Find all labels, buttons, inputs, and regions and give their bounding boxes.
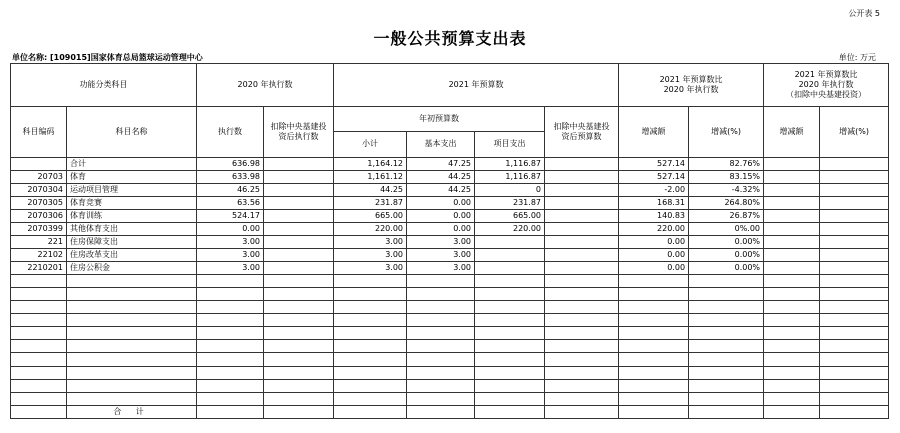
empty-cell xyxy=(334,340,407,353)
empty-cell xyxy=(545,327,619,340)
empty-cell xyxy=(407,392,475,405)
header-compare-2021-2020: 2021 年预算数比 2020 年执行数 xyxy=(619,64,764,107)
cell-subtotal: 1,164.12 xyxy=(334,157,407,170)
empty-cell xyxy=(545,405,619,418)
header-increase-percent: 增减(%) xyxy=(689,106,764,157)
empty-cell xyxy=(619,340,689,353)
empty-cell xyxy=(197,301,264,314)
empty-row xyxy=(11,366,889,379)
cell-inc2 xyxy=(764,209,820,222)
empty-cell xyxy=(407,314,475,327)
empty-cell xyxy=(11,301,67,314)
cell-basic: 3.00 xyxy=(407,262,475,275)
empty-cell xyxy=(545,301,619,314)
unit-name: 单位名称: [109015]国家体育总局篮球运动管理中心 xyxy=(12,53,203,62)
cell-pct: 83.15% xyxy=(689,170,764,183)
empty-cell xyxy=(545,288,619,301)
empty-cell xyxy=(264,353,334,366)
cell-name: 住房公积金 xyxy=(67,262,197,275)
empty-cell xyxy=(475,340,545,353)
empty-cell xyxy=(11,379,67,392)
empty-cell xyxy=(197,379,264,392)
empty-cell xyxy=(67,288,197,301)
empty-cell xyxy=(197,288,264,301)
cell-name: 合计 xyxy=(67,157,197,170)
empty-row xyxy=(11,379,889,392)
cell-exec-ex xyxy=(264,262,334,275)
cell-inc2 xyxy=(764,183,820,196)
cell-basic: 0.00 xyxy=(407,196,475,209)
empty-cell xyxy=(545,392,619,405)
cell-pct: 0.00% xyxy=(689,235,764,248)
empty-cell xyxy=(197,392,264,405)
cell-project xyxy=(475,235,545,248)
empty-cell xyxy=(475,288,545,301)
empty-cell xyxy=(197,275,264,288)
empty-cell xyxy=(67,366,197,379)
cell-pct2 xyxy=(820,170,889,183)
empty-cell xyxy=(689,392,764,405)
empty-cell xyxy=(820,327,889,340)
empty-cell xyxy=(334,379,407,392)
cell-code: 2070399 xyxy=(11,222,67,235)
empty-cell xyxy=(619,405,689,418)
empty-cell xyxy=(407,353,475,366)
cell-budget-ex xyxy=(545,222,619,235)
empty-cell xyxy=(11,353,67,366)
cell-basic: 3.00 xyxy=(407,235,475,248)
header-budget-ex-infra: 扣除中央基建投 资后预算数 xyxy=(545,106,619,157)
empty-cell xyxy=(820,405,889,418)
header-increase-percent-2: 增减(%) xyxy=(820,106,889,157)
header-basic-expense: 基本支出 xyxy=(407,132,475,158)
cell-project xyxy=(475,248,545,261)
empty-cell xyxy=(11,314,67,327)
empty-cell xyxy=(67,301,197,314)
empty-cell xyxy=(264,379,334,392)
empty-row xyxy=(11,288,889,301)
empty-cell xyxy=(820,314,889,327)
cell-budget-ex xyxy=(545,248,619,261)
cell-subtotal: 3.00 xyxy=(334,262,407,275)
cell-exec: 3.00 xyxy=(197,235,264,248)
cell-exec: 524.17 xyxy=(197,209,264,222)
empty-cell xyxy=(264,288,334,301)
empty-cell xyxy=(11,275,67,288)
empty-cell xyxy=(475,353,545,366)
empty-cell xyxy=(764,288,820,301)
table-row xyxy=(11,235,889,248)
table-row xyxy=(11,248,889,261)
cell-name: 住房改革支出 xyxy=(67,248,197,261)
cell-subtotal: 1,161.12 xyxy=(334,170,407,183)
empty-cell xyxy=(619,327,689,340)
empty-cell xyxy=(67,392,197,405)
cell-subtotal: 665.00 xyxy=(334,209,407,222)
footer-total-label: 合 计 xyxy=(67,405,197,418)
empty-cell xyxy=(407,405,475,418)
cell-exec: 633.98 xyxy=(197,170,264,183)
cell-subtotal: 3.00 xyxy=(334,248,407,261)
empty-cell xyxy=(407,340,475,353)
empty-cell xyxy=(764,340,820,353)
empty-row xyxy=(11,314,889,327)
cell-code: 2210201 xyxy=(11,262,67,275)
header-exec-2020: 2020 年执行数 xyxy=(197,64,334,107)
empty-cell xyxy=(689,405,764,418)
empty-cell xyxy=(264,392,334,405)
empty-cell xyxy=(67,379,197,392)
empty-cell xyxy=(545,366,619,379)
empty-cell xyxy=(619,366,689,379)
cell-exec-ex xyxy=(264,157,334,170)
empty-cell xyxy=(334,275,407,288)
empty-cell xyxy=(407,327,475,340)
cell-exec-ex xyxy=(264,170,334,183)
header-exec-amount: 执行数 xyxy=(197,106,264,157)
cell-inc2 xyxy=(764,222,820,235)
cell-inc: -2.00 xyxy=(619,183,689,196)
cell-exec: 636.98 xyxy=(197,157,264,170)
header-subtotal: 小计 xyxy=(334,132,407,158)
empty-cell xyxy=(407,275,475,288)
cell-pct: 82.76% xyxy=(689,157,764,170)
cell-budget-ex xyxy=(545,157,619,170)
empty-cell xyxy=(545,353,619,366)
empty-cell xyxy=(67,314,197,327)
empty-cell xyxy=(264,314,334,327)
cell-project: 231.87 xyxy=(475,196,545,209)
cell-project: 665.00 xyxy=(475,209,545,222)
empty-cell xyxy=(689,327,764,340)
empty-cell xyxy=(475,275,545,288)
empty-cell xyxy=(689,275,764,288)
cell-exec-ex xyxy=(264,235,334,248)
empty-cell xyxy=(689,314,764,327)
cell-name: 其他体育支出 xyxy=(67,222,197,235)
cell-code: 22102 xyxy=(11,248,67,261)
cell-basic: 44.25 xyxy=(407,170,475,183)
cell-inc: 527.14 xyxy=(619,170,689,183)
cell-basic: 47.25 xyxy=(407,157,475,170)
currency-unit: 单位: 万元 xyxy=(838,53,876,62)
empty-cell xyxy=(407,366,475,379)
cell-pct: 26.87% xyxy=(689,209,764,222)
cell-project xyxy=(475,262,545,275)
cell-budget-ex xyxy=(545,183,619,196)
cell-code: 20703 xyxy=(11,170,67,183)
cell-basic: 0.00 xyxy=(407,209,475,222)
table-row xyxy=(11,209,889,222)
cell-pct: 0%.00 xyxy=(689,222,764,235)
cell-pct2 xyxy=(820,196,889,209)
empty-cell xyxy=(334,405,407,418)
cell-name: 体育竞赛 xyxy=(67,196,197,209)
empty-cell xyxy=(820,340,889,353)
cell-code: 2070306 xyxy=(11,209,67,222)
empty-cell xyxy=(820,301,889,314)
empty-cell xyxy=(475,405,545,418)
empty-cell xyxy=(689,379,764,392)
empty-cell xyxy=(264,301,334,314)
cell-code xyxy=(11,157,67,170)
empty-cell xyxy=(407,379,475,392)
cell-pct: 0.00% xyxy=(689,262,764,275)
cell-exec-ex xyxy=(264,209,334,222)
empty-cell xyxy=(764,327,820,340)
empty-cell xyxy=(11,327,67,340)
cell-inc2 xyxy=(764,170,820,183)
empty-cell xyxy=(820,288,889,301)
empty-cell xyxy=(545,379,619,392)
empty-cell xyxy=(264,405,334,418)
cell-basic: 0.00 xyxy=(407,222,475,235)
header-project-expense: 项目支出 xyxy=(475,132,545,158)
empty-cell xyxy=(475,327,545,340)
cell-budget-ex xyxy=(545,235,619,248)
cell-pct2 xyxy=(820,209,889,222)
empty-cell xyxy=(475,392,545,405)
page-title: 一般公共预算支出表 xyxy=(373,29,527,48)
empty-cell xyxy=(619,392,689,405)
cell-inc: 0.00 xyxy=(619,235,689,248)
cell-project: 0 xyxy=(475,183,545,196)
empty-cell xyxy=(689,288,764,301)
header-compare-2021-2020-ex-infra: 2021 年预算数比 2020 年执行数 （扣除中央基建投资） xyxy=(764,64,889,107)
empty-cell xyxy=(197,327,264,340)
cell-basic: 44.25 xyxy=(407,183,475,196)
empty-row xyxy=(11,327,889,340)
empty-cell xyxy=(11,340,67,353)
cell-exec-ex xyxy=(264,183,334,196)
empty-cell xyxy=(407,301,475,314)
empty-cell xyxy=(764,392,820,405)
empty-cell xyxy=(334,314,407,327)
table-row xyxy=(11,183,889,196)
empty-cell xyxy=(619,275,689,288)
cell-pct2 xyxy=(820,222,889,235)
header-initial-budget: 年初预算数 xyxy=(334,106,545,132)
empty-cell xyxy=(689,353,764,366)
cell-code: 221 xyxy=(11,235,67,248)
empty-cell xyxy=(334,366,407,379)
empty-cell xyxy=(264,340,334,353)
empty-cell xyxy=(689,340,764,353)
empty-cell xyxy=(334,353,407,366)
empty-cell xyxy=(764,301,820,314)
empty-cell xyxy=(820,366,889,379)
cell-exec-ex xyxy=(264,222,334,235)
empty-cell xyxy=(764,405,820,418)
cell-pct: 264.80% xyxy=(689,196,764,209)
table-row xyxy=(11,170,889,183)
footer-total-row xyxy=(11,405,889,418)
cell-inc: 220.00 xyxy=(619,222,689,235)
empty-cell xyxy=(475,379,545,392)
cell-exec: 0.00 xyxy=(197,222,264,235)
cell-project: 1,116.87 xyxy=(475,157,545,170)
empty-cell xyxy=(689,366,764,379)
cell-name: 体育 xyxy=(67,170,197,183)
cell-exec-ex xyxy=(264,196,334,209)
cell-basic: 3.00 xyxy=(407,248,475,261)
cell-budget-ex xyxy=(545,170,619,183)
cell-subtotal: 220.00 xyxy=(334,222,407,235)
header-budget-2021: 2021 年预算数 xyxy=(334,64,619,107)
table-number-label: 公开表 5 xyxy=(848,9,880,18)
cell-subtotal: 44.25 xyxy=(334,183,407,196)
cell-budget-ex xyxy=(545,196,619,209)
cell-pct: 0.00% xyxy=(689,248,764,261)
cell-pct2 xyxy=(820,235,889,248)
cell-exec: 46.25 xyxy=(197,183,264,196)
empty-cell xyxy=(764,314,820,327)
cell-exec: 3.00 xyxy=(197,262,264,275)
empty-row xyxy=(11,301,889,314)
empty-cell xyxy=(689,301,764,314)
header-increase-amount-2: 增减额 xyxy=(764,106,820,157)
empty-cell xyxy=(545,314,619,327)
empty-cell xyxy=(545,340,619,353)
empty-cell xyxy=(475,301,545,314)
cell-name: 运动项目管理 xyxy=(67,183,197,196)
empty-cell xyxy=(334,288,407,301)
cell-exec: 63.56 xyxy=(197,196,264,209)
cell-inc2 xyxy=(764,235,820,248)
empty-cell xyxy=(264,327,334,340)
cell-project: 1,116.87 xyxy=(475,170,545,183)
cell-subtotal: 231.87 xyxy=(334,196,407,209)
empty-cell xyxy=(820,275,889,288)
cell-name: 住房保障支出 xyxy=(67,235,197,248)
empty-cell xyxy=(545,275,619,288)
cell-subtotal: 3.00 xyxy=(334,235,407,248)
empty-cell xyxy=(334,327,407,340)
budget-table xyxy=(10,63,889,419)
cell-exec: 3.00 xyxy=(197,248,264,261)
cell-project: 220.00 xyxy=(475,222,545,235)
header-exec-ex-infra: 扣除中央基建投 资后执行数 xyxy=(264,106,334,157)
cell-inc: 527.14 xyxy=(619,157,689,170)
empty-cell xyxy=(764,275,820,288)
cell-inc: 0.00 xyxy=(619,262,689,275)
cell-pct: -4.32% xyxy=(689,183,764,196)
cell-name: 体育训练 xyxy=(67,209,197,222)
empty-cell xyxy=(264,366,334,379)
cell-inc2 xyxy=(764,157,820,170)
table-row xyxy=(11,157,889,170)
cell-inc2 xyxy=(764,262,820,275)
cell-inc2 xyxy=(764,196,820,209)
cell-pct2 xyxy=(820,183,889,196)
empty-cell xyxy=(11,288,67,301)
cell-inc: 168.31 xyxy=(619,196,689,209)
empty-row xyxy=(11,340,889,353)
empty-cell xyxy=(820,353,889,366)
cell-pct2 xyxy=(820,248,889,261)
cell-budget-ex xyxy=(545,262,619,275)
table-row xyxy=(11,196,889,209)
table-row xyxy=(11,262,889,275)
empty-cell xyxy=(197,340,264,353)
cell-code: 2070304 xyxy=(11,183,67,196)
empty-cell xyxy=(197,405,264,418)
empty-cell xyxy=(764,379,820,392)
empty-cell xyxy=(197,353,264,366)
header-function-class: 功能分类科目 xyxy=(11,64,197,107)
cell-pct2 xyxy=(820,157,889,170)
header-subject-code: 科目编码 xyxy=(11,106,67,157)
header-subject-name: 科目名称 xyxy=(67,106,197,157)
empty-cell xyxy=(11,392,67,405)
cell-inc: 140.83 xyxy=(619,209,689,222)
empty-cell xyxy=(619,301,689,314)
empty-cell xyxy=(67,327,197,340)
empty-cell xyxy=(11,366,67,379)
empty-cell xyxy=(67,353,197,366)
empty-row xyxy=(11,353,889,366)
empty-cell xyxy=(820,379,889,392)
table-row xyxy=(11,222,889,235)
empty-cell xyxy=(764,353,820,366)
empty-cell xyxy=(619,288,689,301)
cell-inc: 0.00 xyxy=(619,248,689,261)
header-increase-amount: 增减额 xyxy=(619,106,689,157)
empty-cell xyxy=(67,275,197,288)
empty-cell xyxy=(475,366,545,379)
empty-cell xyxy=(11,405,67,418)
empty-cell xyxy=(67,340,197,353)
empty-row xyxy=(11,392,889,405)
empty-cell xyxy=(197,366,264,379)
empty-cell xyxy=(820,392,889,405)
empty-cell xyxy=(197,314,264,327)
empty-cell xyxy=(334,301,407,314)
cell-budget-ex xyxy=(545,209,619,222)
cell-inc2 xyxy=(764,248,820,261)
empty-cell xyxy=(264,275,334,288)
empty-cell xyxy=(475,314,545,327)
cell-exec-ex xyxy=(264,248,334,261)
cell-code: 2070305 xyxy=(11,196,67,209)
empty-cell xyxy=(619,379,689,392)
empty-cell xyxy=(764,366,820,379)
cell-pct2 xyxy=(820,262,889,275)
empty-row xyxy=(11,275,889,288)
empty-cell xyxy=(619,314,689,327)
empty-cell xyxy=(334,392,407,405)
empty-cell xyxy=(619,353,689,366)
empty-cell xyxy=(407,288,475,301)
